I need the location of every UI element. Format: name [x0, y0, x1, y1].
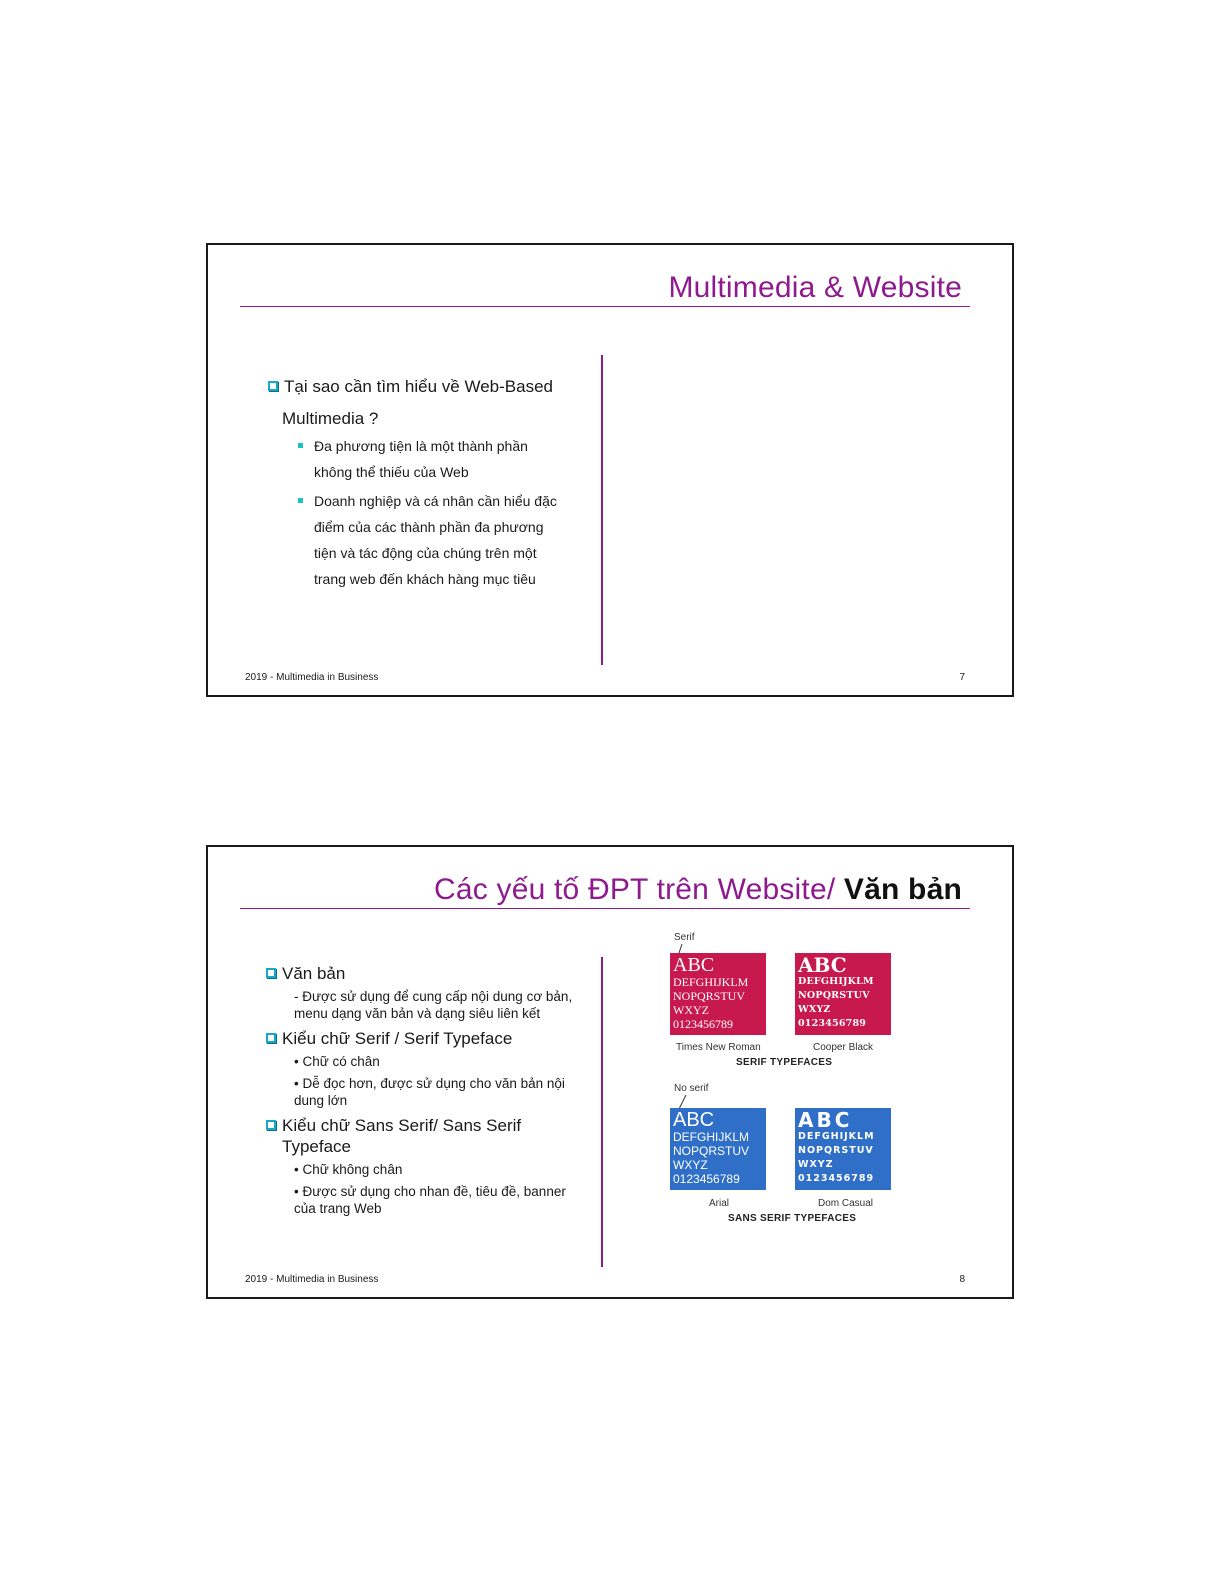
sample-line: WXYZ — [673, 1158, 708, 1172]
sample-big: ABC — [673, 1109, 715, 1131]
section-item: • Dễ đọc hơn, được sử dụng cho văn bản nội dung lớn — [294, 1076, 565, 1108]
checkbox-bullet-icon — [266, 968, 276, 978]
page-number: 8 — [959, 1274, 965, 1285]
list-item — [296, 488, 566, 592]
font-name: Arial — [709, 1198, 730, 1209]
serif-label: Serif — [674, 932, 695, 943]
sample-line: NOPQRSTUV — [798, 1145, 874, 1156]
serif-caption: SERIF TYPEFACES — [736, 1057, 833, 1068]
slide-7 — [206, 243, 1014, 697]
question-line-2: Multimedia ? — [282, 409, 379, 428]
sample-big: ABC — [798, 1108, 853, 1132]
question-heading — [268, 371, 578, 435]
footer-text: 2019 - Multimedia in Business — [245, 1274, 379, 1285]
title-part-2: Văn bản — [843, 873, 962, 906]
question-line-1: Tại sao cần tìm hiểu về Web-Based — [284, 377, 553, 396]
sample-line: WXYZ — [798, 1004, 831, 1015]
sample-big: ABC — [673, 954, 715, 976]
title-part-1: Các yếu tố ĐPT trên Website/ — [434, 873, 836, 906]
sample-line: DEFGHIJKLM — [673, 975, 749, 989]
font-name: Cooper Black — [813, 1042, 874, 1053]
sample-line: NOPQRSTUV — [673, 989, 746, 1003]
bullet-list — [296, 433, 566, 595]
sample-line: NOPQRSTUV — [798, 990, 870, 1001]
checkbox-bullet-icon — [268, 381, 278, 391]
title-rule — [240, 908, 970, 909]
sans-serif-caption: SANS SERIF TYPEFACES — [728, 1213, 857, 1224]
sample-big: ABC — [798, 953, 847, 977]
section-heading — [266, 1115, 586, 1157]
slide-title — [434, 873, 962, 907]
sample-line: NOPQRSTUV — [673, 1144, 750, 1158]
column-divider — [601, 355, 603, 665]
section-item: • Chữ có chân — [294, 1054, 380, 1069]
title-rule — [240, 306, 970, 307]
section-item: • Chữ không chân — [294, 1162, 403, 1177]
sample-line: 0123456789 — [798, 1018, 867, 1029]
typeface-figure — [668, 932, 908, 1252]
column-divider — [601, 957, 603, 1267]
font-name: Times New Roman — [676, 1042, 761, 1053]
list-item-text: Đa phương tiện là một thành phần không thể thiếu của Web — [314, 438, 528, 480]
section-heading-text: Kiểu chữ Serif / Serif Typeface — [282, 1029, 513, 1048]
slide-8 — [206, 845, 1014, 1299]
no-serif-label: No serif — [674, 1083, 709, 1094]
slide-title: Multimedia & Website — [668, 271, 962, 304]
square-bullet-icon — [298, 498, 303, 503]
font-name: Dom Casual — [818, 1198, 874, 1209]
section-heading-text: Kiểu chữ Sans Serif/ Sans Serif — [282, 1116, 522, 1135]
sample-line: DEFGHIJKLM — [798, 1131, 875, 1142]
arial-sample — [670, 1108, 766, 1190]
times-new-roman-sample — [670, 953, 766, 1035]
section-heading — [266, 963, 586, 984]
cooper-black-sample — [795, 953, 891, 1035]
sample-line: 0123456789 — [798, 1173, 875, 1184]
sample-line: WXYZ — [798, 1159, 834, 1170]
sample-line: DEFGHIJKLM — [673, 1130, 750, 1144]
sample-line: WXYZ — [673, 1003, 709, 1017]
section-item: • Được sử dụng cho nhan đề, tiêu đề, banner của trang Web — [294, 1184, 566, 1216]
checkbox-bullet-icon — [266, 1120, 276, 1130]
section-heading-text-cont: Typeface — [282, 1137, 351, 1156]
list-item-text: Doanh nghiệp và cá nhân cần hiểu đặc điểm của các thành phần đa phương tiện và tác động của chúng trên một trang web đến khách hàng mục tiêu — [314, 493, 557, 587]
section-heading-text: Văn bản — [282, 964, 346, 983]
page-number: 7 — [959, 672, 965, 683]
content-column — [266, 957, 586, 1217]
sample-line: 0123456789 — [673, 1172, 740, 1186]
checkbox-bullet-icon — [266, 1033, 276, 1043]
list-item — [296, 433, 566, 485]
square-bullet-icon — [298, 443, 303, 448]
dom-casual-sample — [795, 1108, 891, 1190]
sample-line: 0123456789 — [673, 1017, 733, 1031]
sample-line: DEFGHIJKLM — [798, 976, 874, 987]
section-heading — [266, 1028, 586, 1049]
footer-text: 2019 - Multimedia in Business — [245, 672, 379, 683]
section-item: - Được sử dụng để cung cấp nội dung cơ bản, menu dạng văn bản và dạng siêu liên kết — [294, 989, 573, 1021]
